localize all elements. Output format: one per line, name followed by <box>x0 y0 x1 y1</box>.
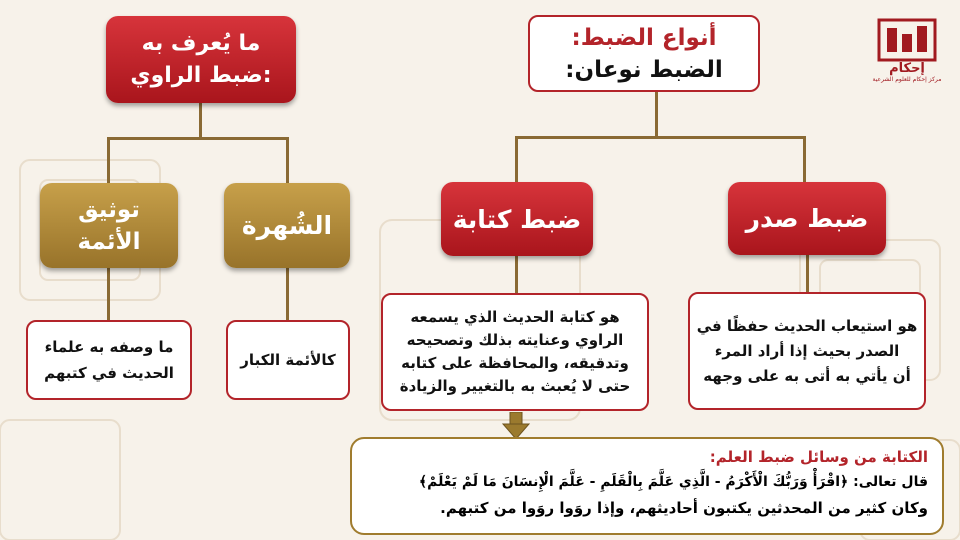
connector <box>286 137 289 183</box>
types-title-box <box>528 15 760 92</box>
connector <box>515 256 518 294</box>
logo-mark: إحكام <box>889 61 925 76</box>
connector <box>515 136 805 139</box>
logo-emblem-icon <box>877 18 937 62</box>
writing-memorization-box: ضبط كتابة <box>441 182 593 256</box>
connector <box>199 103 202 139</box>
chest-description: هو استيعاب الحديث حفظًا في الصدر بحيث إذا أراد المرء أن يأتي به أتى به على وجهه <box>688 292 926 410</box>
arrow-down-icon <box>501 412 531 440</box>
connector <box>107 137 110 185</box>
types-title-line2: الضبط نوعان: <box>565 56 723 83</box>
connector <box>286 268 289 322</box>
chest-memorization-box: ضبط صدر <box>728 182 886 255</box>
connector <box>107 268 110 322</box>
imams-authentication-box: توثيق الأئمة <box>40 183 178 268</box>
fame-box: الشُهرة <box>224 183 350 268</box>
logo-subtitle: مركز إحكام للعلوم الشرعية <box>872 76 942 83</box>
connector <box>803 136 806 184</box>
note-line2: وكان كثير من المحدثين يكتبون أحاديثهم، وإذا روَوا روَوا من كتبهم. <box>440 499 928 517</box>
fame-example: كالأئمة الكبار <box>226 320 350 400</box>
connector <box>655 92 658 138</box>
logo <box>866 18 948 98</box>
connector <box>107 137 288 140</box>
note-heading: الكتابة من وسائل ضبط العلم: <box>709 448 928 466</box>
note-verse: قال تعالى: ﴿اقْرَأْ وَرَبُّكَ الْأَكْرَمُ - الَّذِي عَلَّمَ بِالْقَلَمِ - عَلَّمَ الْإِنسَانَ مَا لَمْ يَعْلَمْ﴾ <box>418 474 928 490</box>
writing-description: هو كتابة الحديث الذي يسمعه الراوي وعنايته بذلك وتصحيحه وتدقيقه، والمحافظة على كتابه حتى لا يُعبث به بالتغيير والزيادة <box>381 293 649 411</box>
imams-example: ما وصفه به علماء الحديث في كتبهم <box>26 320 192 400</box>
connector <box>806 255 809 293</box>
connector <box>515 136 518 184</box>
types-title-line1: أنواع الضبط: <box>571 24 717 51</box>
note-box <box>350 437 944 535</box>
known-title-box: ما يُعرف به ضبط الراوي: <box>106 16 296 103</box>
